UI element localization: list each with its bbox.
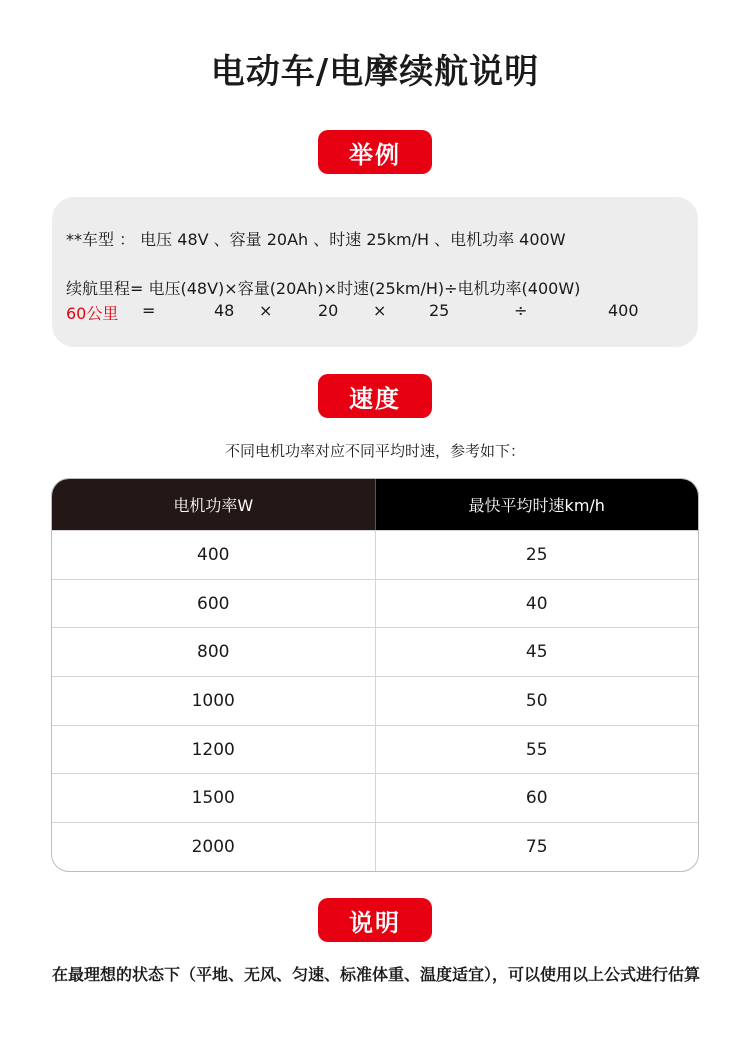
speed-subtitle: 不同电机功率对应不同平均时速，参考如下： <box>224 442 525 460</box>
speed-cell: 55 <box>525 739 548 760</box>
speed-table <box>51 478 699 872</box>
example-result: 60公里 <box>66 304 119 323</box>
page-title: 电动车/电摩续航说明 <box>210 52 540 92</box>
example-equals: = <box>142 301 156 320</box>
table-row <box>52 579 698 628</box>
speed-cell: 25 <box>525 544 548 565</box>
column-header-power: 电机功率W <box>52 479 376 530</box>
example-op-divide: ÷ <box>514 301 528 320</box>
power-cell: 600 <box>52 580 376 628</box>
table-row <box>52 627 698 676</box>
example-formula-line: 续航里程= 电压(48V)×容量(20Ah)×时速(25km/H)÷电机功率(400W) <box>66 279 581 298</box>
example-spec-line: **车型 ： 电压 48V 、容量 20Ah 、时速 25km/H 、电机功率 400W <box>66 230 566 249</box>
example-op-multiply-2: × <box>373 301 387 320</box>
speed-cell: 40 <box>525 593 548 614</box>
note-section-label: 说明 <box>318 898 432 942</box>
table-row <box>52 530 698 579</box>
table-row <box>52 773 698 822</box>
example-section-label: 举例 <box>318 130 432 174</box>
power-cell: 800 <box>52 628 376 676</box>
speed-cell: 50 <box>525 690 548 711</box>
speed-section-label: 速度 <box>318 374 432 418</box>
example-box <box>52 197 698 347</box>
table-header <box>52 479 698 530</box>
example-speed-value: 25 <box>429 301 450 320</box>
power-cell: 1200 <box>52 726 376 774</box>
example-power-value: 400 <box>608 301 639 320</box>
example-calculation-row <box>52 301 698 323</box>
speed-cell: 75 <box>525 836 548 857</box>
table-row <box>52 725 698 774</box>
table-row <box>52 822 698 871</box>
speed-cell: 60 <box>525 788 548 809</box>
table-row <box>52 676 698 725</box>
power-cell: 2000 <box>52 823 376 871</box>
speed-cell: 45 <box>525 642 548 663</box>
example-capacity-value: 20 <box>318 301 339 320</box>
note-text: 在最理想的状态下（平地、无风、匀速、标准体重、温度适宜），可以使用以上公式进行估算 <box>52 965 701 984</box>
power-cell: 400 <box>52 531 376 579</box>
power-cell: 1500 <box>52 774 376 822</box>
example-op-multiply-1: × <box>259 301 273 320</box>
example-voltage-value: 48 <box>214 301 235 320</box>
power-cell: 1000 <box>52 677 376 725</box>
column-header-speed: 最快平均时速km/h <box>376 479 699 530</box>
